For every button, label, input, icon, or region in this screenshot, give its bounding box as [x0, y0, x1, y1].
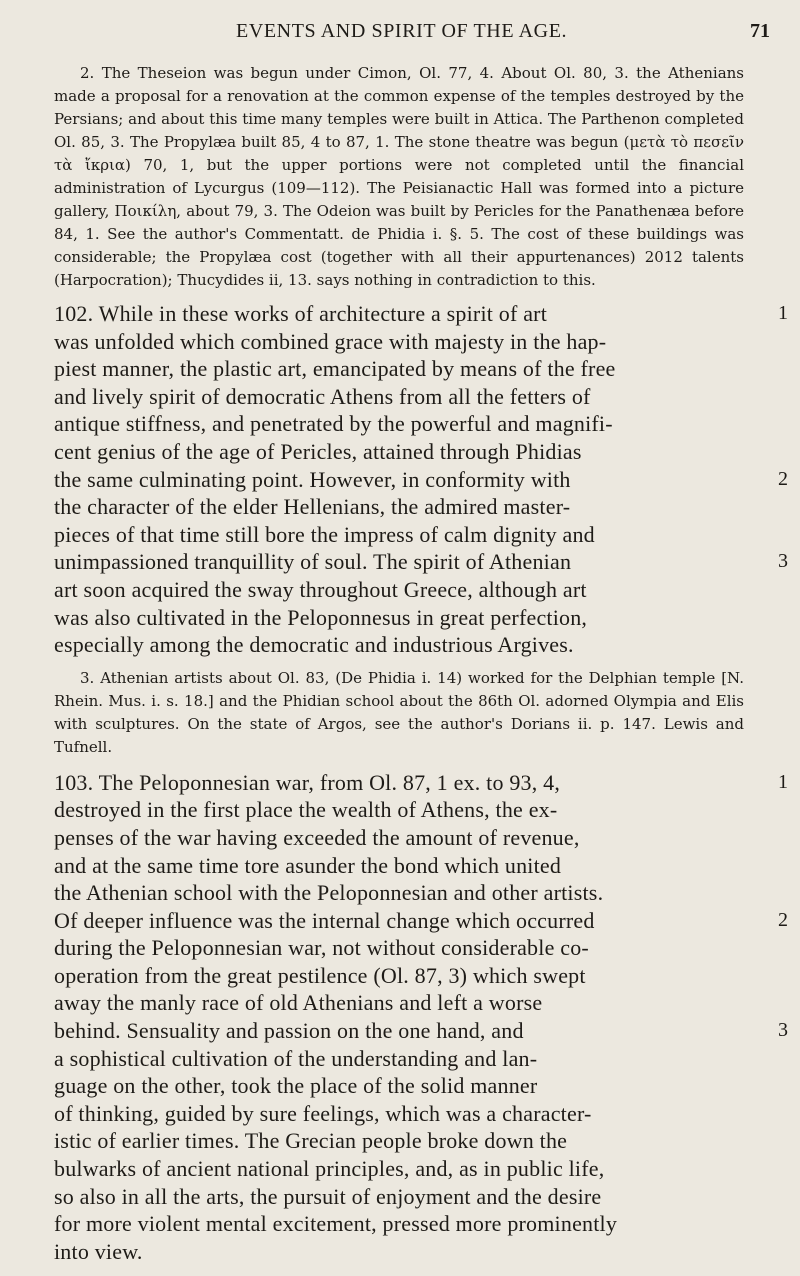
text-line: cent genius of the age of Pericles, attained through Phidias [54, 438, 582, 464]
text-line: of thinking, guided by sure feelings, which was a character- [54, 1100, 592, 1126]
margin-number: 2 [778, 908, 789, 931]
page-content [54, 62, 789, 1265]
page-header [0, 20, 800, 50]
text-line: guage on the other, took the place of the solid manner [54, 1073, 538, 1099]
footnote-3: 3. Athenian artists about Ol. 83, (De Phidia i. 14) worked for the Delphian temple [N. Rhein. Mus. i. s. 18.] and the Phidian school about the 86th Ol. adorned Olympia and Elis with sculptures. On the state of Argos, see the author's Dorians ii. p. 147. Lewis and Tufnell. [54, 668, 744, 756]
margin-number: 1 [778, 302, 789, 324]
text-line: istic of earlier times. The Grecian people broke down the [54, 1128, 568, 1154]
section-103 [54, 769, 789, 1266]
text-line: for more violent mental excitement, pressed more prominently [54, 1211, 618, 1237]
text-line: was unfolded which combined grace with majesty in the hap- [54, 328, 607, 354]
text-line: and lively spirit of democratic Athens from all the fetters of [54, 383, 591, 409]
text-line: 103. The Peloponnesian war, from Ol. 87, 1 ex. to 93, 4, 1 [54, 769, 789, 795]
text-line: bulwarks of ancient national principles, and, as in public life, [54, 1156, 605, 1182]
text-line: operation from the great pestilence (Ol. 87, 3) which swept [54, 962, 586, 988]
text-line: behind. Sensuality and passion on the one hand, and 3 [54, 1018, 789, 1044]
text-line: so also in all the arts, the pursuit of enjoyment and the desire [54, 1183, 602, 1209]
page-number: 71 [750, 20, 770, 42]
margin-number: 3 [778, 1019, 789, 1042]
text-line: destroyed in the first place the wealth of Athens, the ex- [54, 797, 558, 823]
text-line: the character of the elder Hellenians, the admired master- [54, 494, 571, 520]
text-line: 102. While in these works of architecture a spirit of art 1 [54, 301, 789, 326]
text-line: art soon acquired the sway throughout Greece, although art [54, 576, 587, 602]
text-line: away the manly race of old Athenians and left a worse [54, 990, 543, 1016]
text-line: during the Peloponnesian war, not without considerable co- [54, 935, 589, 961]
text-line: the same culminating point. However, in conformity with 2 [54, 466, 789, 492]
section-102 [54, 300, 789, 659]
text-line: a sophistical cultivation of the understanding and lan- [54, 1045, 538, 1071]
text-line: and at the same time tore asunder the bond which united [54, 852, 562, 878]
text-line: Of deeper influence was the internal change which occurred 2 [54, 907, 789, 933]
text-line: especially among the democratic and industrious Argives. [54, 632, 574, 658]
text-line: pieces of that time still bore the impress of calm dignity and [54, 521, 595, 547]
running-title: EVENTS AND SPIRIT OF THE AGE. [236, 20, 568, 42]
text-line: into view. [54, 1238, 143, 1264]
text-line: was also cultivated in the Peloponnesus in great perfection, [54, 604, 588, 630]
margin-number: 3 [778, 550, 789, 573]
margin-number: 2 [778, 467, 789, 490]
text-line: piest manner, the plastic art, emancipated by means of the free [54, 356, 616, 382]
text-line: unimpassioned tranquillity of soul. The spirit of Athenian 3 [54, 549, 789, 575]
text-line: penses of the war having exceeded the amount of revenue, [54, 824, 580, 850]
margin-number: 1 [778, 770, 789, 793]
text-line: antique stiffness, and penetrated by the powerful and magnifi- [54, 411, 613, 437]
text-line: the Athenian school with the Peloponnesian and other artists. [54, 880, 604, 906]
footnote-2: 2. The Theseion was begun under Cimon, Ol. 77, 4. About Ol. 80, 3. the Athenians made a proposal for a renovation at the common expense of the temples destroyed by the Persians; and about this time many temples were built in Attica. The Parthenon completed Ol. 85, 3. The Propylæa built 85, 4 to 87, 1. The stone theatre was begun (μετὰ τὸ πεσεῖν τὰ ἴκρια) 70, 1, but the upper portions were not completed until the financial administration of Lycurgus (109—112). The Peisianactic Hall was formed into a picture gallery, Ποικίλη, about 79, 3. The Odeion was built by Pericles for the Panathenæa before 84, 1. See the author's Commentatt. de Phidia i. §. 5. The cost of these buildings was considerable; the Propylæa cost (together with all their appurtenances) 2012 talents (Harpocration); Thucydides ii, 13. says nothing in contradiction to this. [54, 64, 744, 289]
